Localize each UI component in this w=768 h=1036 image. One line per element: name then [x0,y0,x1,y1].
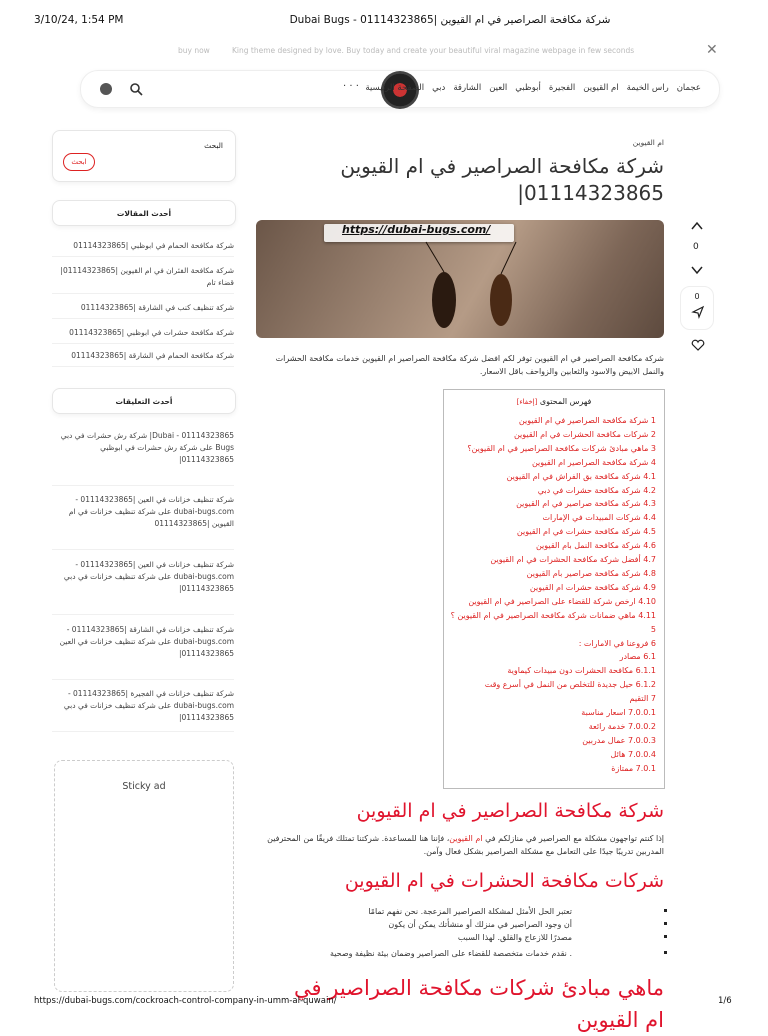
toc-item[interactable]: 4.9 شركة مكافحة حشرات ام القيوين [529,582,656,592]
nav-item-abudhabi[interactable]: أبوظبي [515,83,541,93]
nav-item-sharjah[interactable]: الشارقة [453,83,482,93]
toc-item[interactable]: 7.0.0.2 خدمة رائعة [588,721,656,731]
recent-post-item[interactable]: شركة تنظيف كنب في الشارقة |01114323865 [52,302,234,319]
recent-post-item[interactable]: شركة مكافحة الفئران في ام القيوين |01114323865| قضاء تام [52,265,234,294]
main-nav [80,70,720,108]
article-title: شركة مكافحة الصراصير في ام القيوين 01114323865| [340,154,664,205]
section-paragraph: إذا كنتم تواجهون مشكلة مع الصراصير في منازلكم في ام القيوين، فإننا هنا للمساعدة. شركتنا تمتلك فريقًا من المحترفين المدربين تدريبًا جيدًا على التعامل مع مشكلة الصراصير بشكل فعال وآمن. [267,834,664,856]
toc-hide-link[interactable]: [إخفاء] [516,398,538,406]
toc-item[interactable]: 7.0.1 ممتازة [611,763,656,773]
toc-item[interactable]: 5 [650,624,656,634]
promo-text: King theme designed by love. Buy today and create your beautiful viral magazine webpage in few seconds [232,46,635,55]
toc-item[interactable]: 4.11 ماهي ضمانات شركة مكافحة الصراصير في ام القيوين ؟ [450,610,656,620]
toc-item[interactable]: 7.0.0.4 هائل [610,749,656,759]
recent-comment-item[interactable]: شركة تنظيف خزانات في العين |01114323865 - dubai-bugs.com على شركة تنظيف خزانات في دبي 01114323865| [52,559,234,615]
toc-item[interactable]: 6.1 مصادر [619,652,656,662]
sticky-ad-label: Sticky ad [122,781,166,792]
toc-item[interactable]: 4.10 ارخص شركة للقضاء على الصراصير في ام القيوين [468,596,656,606]
search-widget-title: البحث [204,141,223,150]
list-item: مصدرًا للازعاج والقلق. لهذا السبب [457,933,572,942]
search-widget [52,130,236,182]
toc-item[interactable]: 4.6 شركة مكافحة النمل بام القيوين [535,541,656,551]
recent-comments-title: أحدث التعليقات [115,397,173,406]
nav-items [365,83,701,93]
toc-item[interactable]: 4.7 أفضل شركة مكافحة الحشرات في ام القيوين [490,555,656,565]
toc-item[interactable]: 4.2 شركة مكافحة حشرات في دبي [537,485,656,495]
sticky-ad [54,760,234,992]
table-of-contents [443,389,665,789]
heart-icon[interactable] [691,339,705,351]
buy-now-link[interactable]: buy now [178,46,210,55]
nav-item-fujairah[interactable]: الفجيرة [548,83,576,93]
toc-item[interactable]: 2 شركات مكافحة الحشرات في ام القيوين [513,429,656,439]
recent-post-item[interactable]: شركة مكافحة الحمام في ابوظبي |01114323865 [52,240,234,257]
toc-list [444,414,664,776]
chevron-up-icon[interactable] [690,220,704,232]
nav-item-ummalquwain[interactable]: ام القيوين [583,83,619,93]
print-date: 3/10/24, 1:54 PM [34,14,124,26]
toc-item[interactable]: 4.8 شركة مكافحة صراصير بام القيوين [526,568,656,578]
hero-image [256,220,664,338]
toc-item[interactable]: 6.1.1 مكافحة الحشرات دون مبيدات كيماوية [507,666,656,676]
toc-item[interactable]: 4.3 شركة مكافحة صراصير في ام القيوين [516,499,656,509]
toc-item[interactable]: 7.0.0.3 عمال مدربين [582,735,656,745]
article-category[interactable]: ام القيوين [632,138,664,147]
toc-item[interactable]: 6 فروعنا في الامارات : [578,638,656,648]
close-icon[interactable]: ✕ [706,42,718,58]
nav-more-icon[interactable]: · · · [343,81,359,92]
image-caption: https://dubai-bugs.com/ [342,223,491,236]
share-box [680,286,714,330]
list-item: أن وجود الصراصير في منزلك أو منشأتك يمكن أن يكون [388,920,572,929]
recent-post-item[interactable]: شركة مكافحة حشرات في ابوظبي |01114323865 [52,327,234,344]
nav-item-alain[interactable]: العين [489,83,508,93]
toc-item[interactable]: 4.5 شركة مكافحة حشرات في ام القيوين [516,527,656,537]
toc-item[interactable]: 6.1.2 حيل جديدة للتخلص من النمل في أسرع وقت [484,680,656,690]
search-icon[interactable] [129,82,143,96]
toc-item[interactable]: 1 شركة مكافحة الصراصير في ام القيوين [518,416,656,425]
section-heading: شركات مكافحة الحشرات في ام القيوين [344,870,664,892]
send-icon[interactable] [692,306,704,318]
nav-item-dubai[interactable]: دبي [432,83,446,93]
toc-item[interactable]: 7 التقيم [629,694,656,704]
recent-posts-title: أحدث المقالات [116,209,172,218]
toc-header: فهرس المحتوى [إخفاء] [516,397,592,406]
recent-comment-item[interactable]: شركة تنظيف خزانات في الشارقة |01114323865 - dubai-bugs.com على شركة تنظيف خزانات في العين 01114323865| [52,624,234,680]
recent-comment-item[interactable]: Dubai - 01114323865| شركة رش حشرات في دبي Bugs على شركة رش حشرات في ابوظبي 01114323865| [52,430,234,486]
promo-bar [0,42,768,62]
cockroach-image [416,242,526,338]
nav-item-rak[interactable]: راس الخيمة [626,83,669,93]
toc-item[interactable]: 7.0.0.1 اسعار مناسبة [581,708,656,718]
recent-posts-header [52,200,236,226]
print-page: 1/6 [718,996,732,1006]
recent-comments-header [52,388,236,414]
print-url: https://dubai-bugs.com/cockroach-control-company-in-umm-al-quwain/ [34,996,337,1006]
list-item: تعتبر الحل الأمثل لمشكلة الصراصير المزعجة. نحن نفهم تمامًا [368,907,572,916]
nav-item-home[interactable]: الصفحة الرئيسية [365,83,425,93]
chevron-down-icon[interactable] [690,264,704,276]
user-icon[interactable] [100,83,112,95]
nav-item-ajman[interactable]: عجمان [676,83,701,93]
section-heading: شركة مكافحة الصراصير في ام القيوين [356,800,664,822]
toc-item[interactable]: 4 شركة مكافحة الصراصير ام القيوين [531,457,656,467]
toc-item[interactable]: 3 ماهي مبادئ شركات مكافحة الصراصير في ام القيوين؟ [467,443,656,453]
print-title: Dubai Bugs - شركة مكافحة الصراصير في ام القيوين |01114323865 [289,14,611,26]
recent-comment-item[interactable]: شركة تنظيف خزانات في الفجيرة |01114323865 - dubai-bugs.com على شركة تنظيف خزانات في دبي 01114323865| [52,688,234,732]
comment-count: 0 [694,292,700,301]
vote-count: 0 [693,242,699,252]
section-heading-partial: ماهي مبادئ شركات مكافحة الصراصير في ام القيوين [294,976,664,1032]
recent-post-item[interactable]: شركة مكافحة الحمام في الشارقة |01114323865 [52,350,234,367]
toc-item[interactable]: 4.4 شركات المبيدات في الإمارات [542,513,656,523]
inline-link[interactable]: ام القيوين [449,834,483,843]
list-item: . نقدم خدمات متخصصة للقضاء على الصراصير وضمان بيئة نظيفة وصحية [329,949,572,958]
toc-item[interactable]: 4.1 شركة مكافحة بق الفراش في ام القيوين [506,471,656,481]
article-intro: شركة مكافحة الصراصير في ام القيوين توفر لكم افضل شركة مكافحة الصراصير ام القيوين خدمات مكافحة الحشرات والنمل الابيض والاسود والثعابين والزواحف باقل الاسعار. [275,354,664,376]
search-button[interactable]: ابحث [63,153,95,171]
recent-comment-item[interactable]: شركة تنظيف خزانات في العين |01114323865 - dubai-bugs.com على شركة تنظيف خزانات في ام القيوين |01114323865 [52,494,234,550]
